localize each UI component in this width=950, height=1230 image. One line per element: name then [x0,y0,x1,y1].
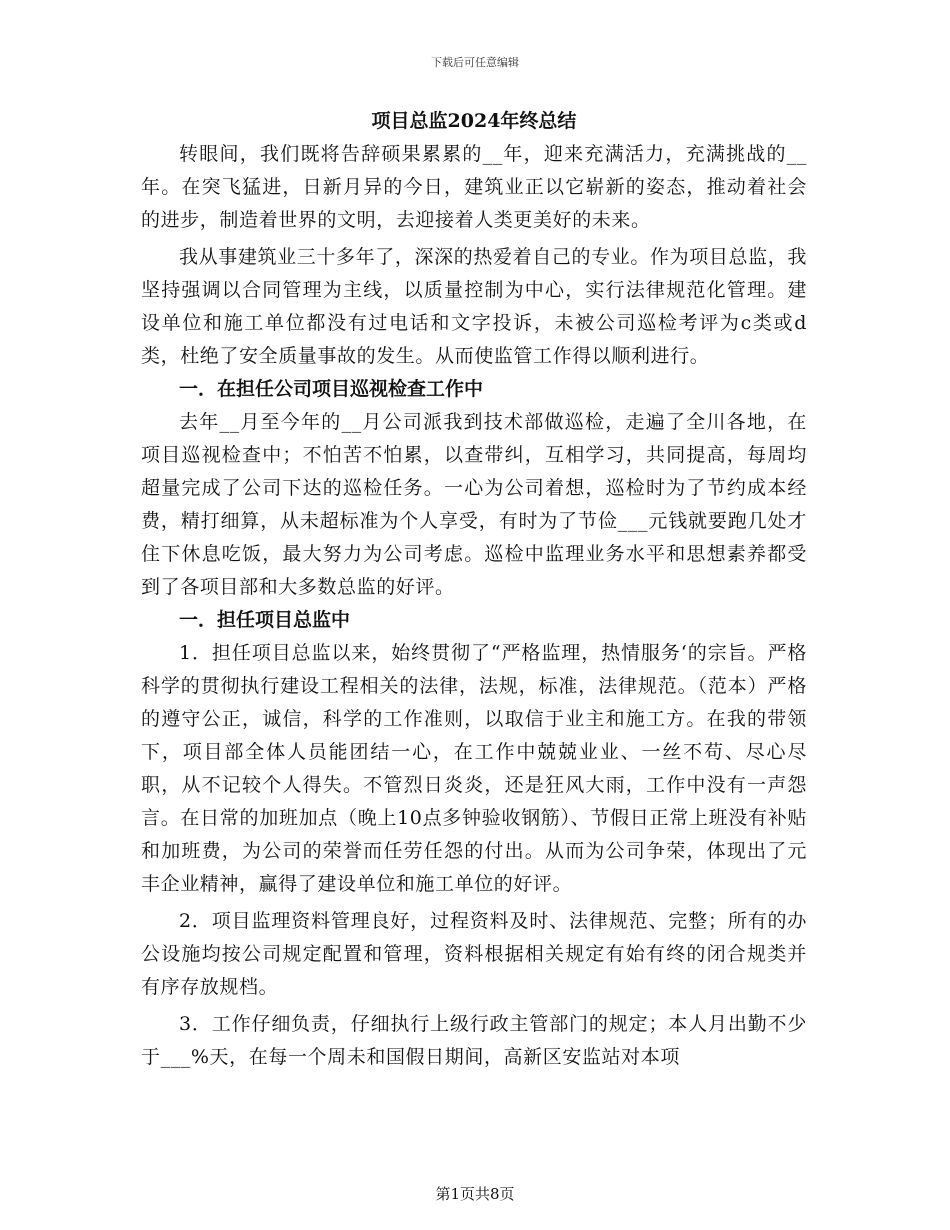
section-heading-2: 一．担任项目总监中 [179,609,351,631]
page-header: 下载后可任意编辑 [431,56,519,69]
paragraph-1: 转眼间，我们既将告辞硕果累累的__年，迎来充满活力，充满挑战的__年。在突飞猛进，日新月异的今日，建筑业正以它崭新的姿态，推动着社会的进步，制造着世界的文明，去迎接着人类更美好的未来。 [141,143,807,231]
paragraph-4: 1．担任项目总监以来，始终贯彻了“严格监理，热情服务‘的宗旨。严格科学的贯彻执行建设工程相关的法律，法规，标准，法律规范。（范本）严格的遵守公正，诚信，科学的工作准则，以取信于业主和施工方。在我的带领下，项目部全体人员能团结一心，在工作中兢兢业业、一丝不苟、尽心尽职，从不记较个人得失。不管烈日炎炎，还是狂风大雨，工作中没有一声怨言。在日常的加班加点（晚上10点多钟验收钢筋）、节假日正常上班没有补贴和加班费，为公司的荣誉而任劳任怨的付出。从而为公司争荣，体现出了元丰企业精神，赢得了建设单位和施工单位的好评。 [141,642,807,895]
page-footer: 第1页共8页 [435,1185,515,1203]
paragraph-6: 3．工作仔细负责，仔细执行上级行政主管部门的规定；本人月出勤不少于___%天，在每一个周未和国假日期间，高新区安监站对本项 [141,1013,807,1068]
document-body [141,104,807,1074]
section-heading-1: 一．在担任公司项目巡视检查工作中 [179,378,484,400]
paragraph-3: 去年__月至今年的__月公司派我到技术部做巡检，走遍了全川各地，在项目巡视检查中；不怕苦不怕累，以查带纠，互相学习，共同提高，每周均超量完成了公司下达的巡检任务。一心为公司着想，巡检时为了节约成本经费，精打细算，从未超标准为个人享受，有时为了节俭___元钱就要跑几处才住下休息吃饭，最大努力为公司考虑。巡检中监理业务水平和思想素养都受到了各项目部和大多数总监的好评。 [141,411,807,598]
paragraph-5: 2．项目监理资料管理良好，过程资料及时、法律规范、完整；所有的办公设施均按公司规定配置和管理，资料根据相关规定有始有终的闭合规类并有序存放规档。 [141,910,807,998]
document-title: 项目总监2024年终总结 [371,110,577,132]
paragraph-2: 我从事建筑业三十多年了，深深的热爱着自己的专业。作为项目总监，我坚持强调以合同管理为主线，以质量控制为中心，实行法律规范化管理。建设单位和施工单位都没有过电话和文字投诉，未被公司巡检考评为c类或d类，杜绝了安全质量事故的发生。从而使监管工作得以顺利进行。 [141,246,807,367]
